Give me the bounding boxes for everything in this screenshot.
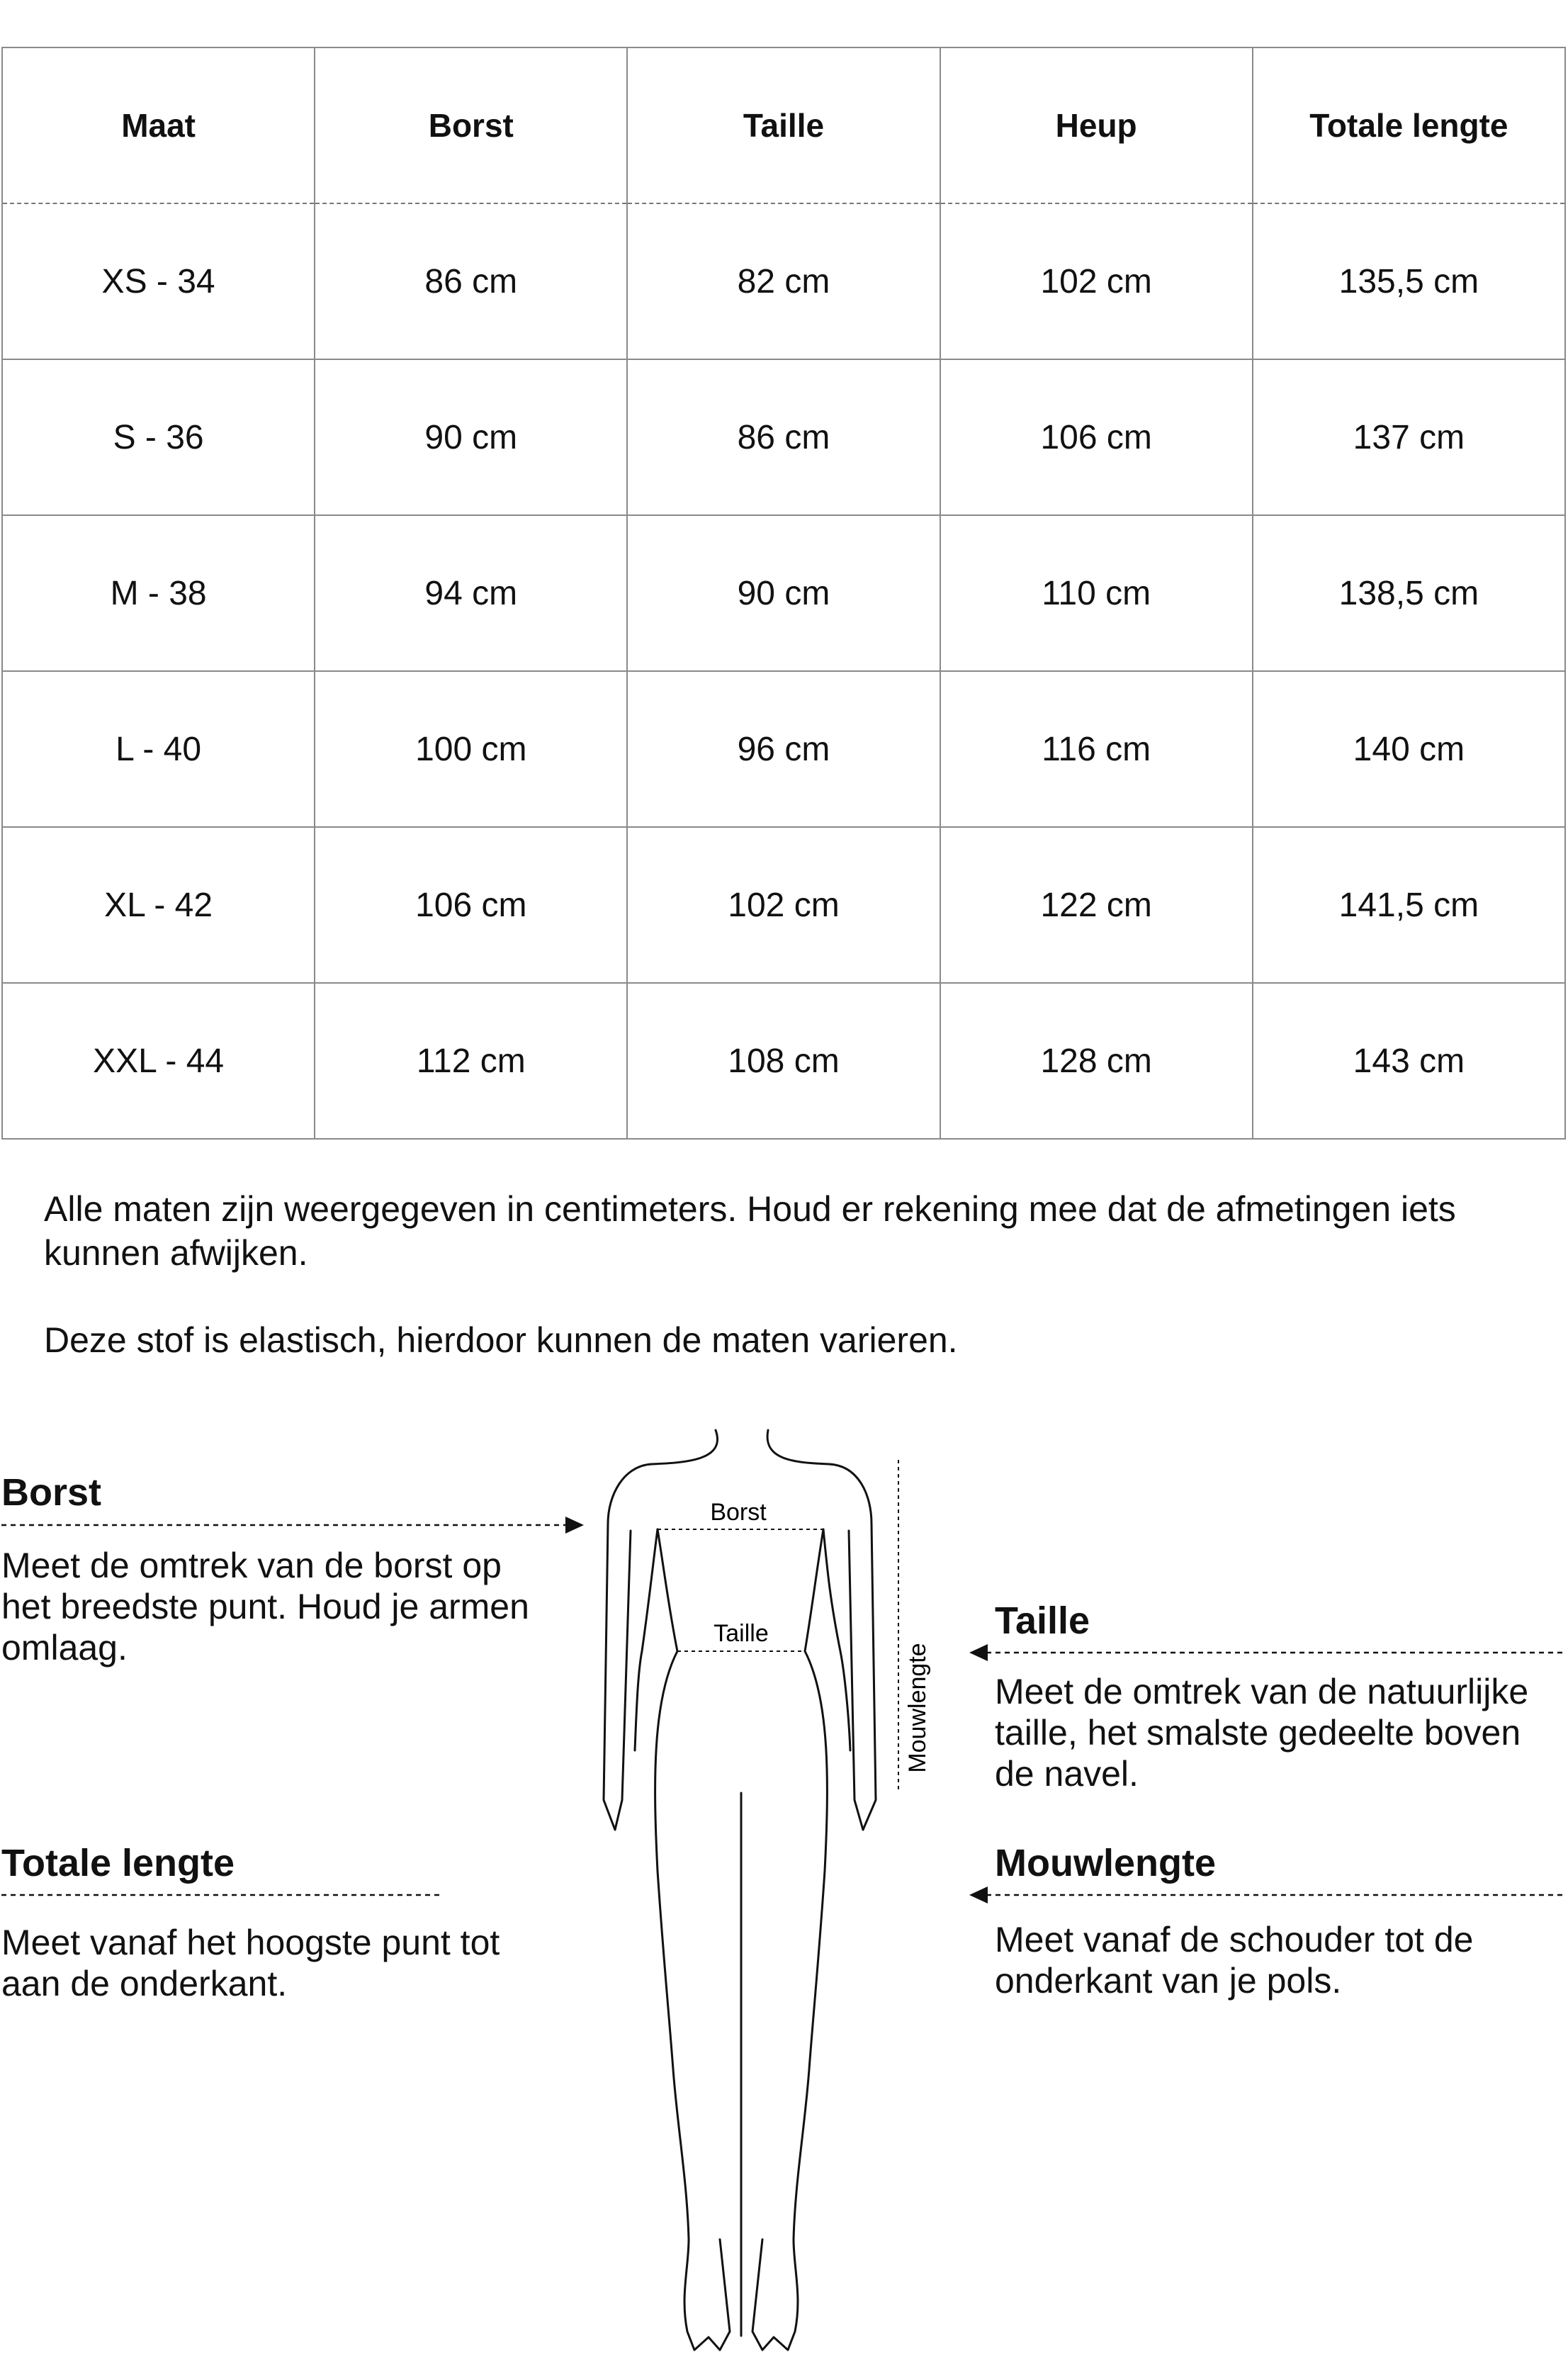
- table-cell: 86 cm: [315, 203, 627, 359]
- table-cell: S - 36: [2, 359, 315, 515]
- table-cell: 137 cm: [1253, 359, 1565, 515]
- table-cell: 94 cm: [315, 515, 627, 671]
- table-cell: XXL - 44: [2, 983, 315, 1139]
- table-cell: 90 cm: [627, 515, 940, 671]
- taille-arrow: [968, 1641, 1567, 1663]
- left-leg-outline: [655, 1651, 730, 2350]
- table-header-row: [2, 47, 1565, 203]
- table-cell: 102 cm: [940, 203, 1253, 359]
- table-cell: 112 cm: [315, 983, 627, 1139]
- right-leg-outline: [752, 1651, 827, 2350]
- table-cell: 90 cm: [315, 359, 627, 515]
- figure-label-borst: Borst: [710, 1499, 767, 1526]
- figure-label-taille: Taille: [714, 1620, 769, 1647]
- table-cell: 100 cm: [315, 671, 627, 827]
- table-cell: 108 cm: [627, 983, 940, 1139]
- taille-title: Taille: [995, 1599, 1090, 1642]
- table-cell: XL - 42: [2, 827, 315, 983]
- table-cell: 128 cm: [940, 983, 1253, 1139]
- mouwlengte-arrow: [968, 1884, 1567, 1905]
- figure-label-mouwlengte: Mouwlengte: [904, 1643, 931, 1773]
- mouwlengte-title: Mouwlengte: [995, 1842, 1216, 1884]
- table-cell: 106 cm: [315, 827, 627, 983]
- table-cell: 102 cm: [627, 827, 940, 983]
- right-inner-arm: [823, 1529, 850, 1750]
- size-chart-table: [1, 47, 1566, 1140]
- table-cell: 143 cm: [1253, 983, 1565, 1139]
- left-inner-arm: [635, 1529, 658, 1750]
- table-cell: XS - 34: [2, 203, 315, 359]
- header-totale-lengte: Totale lengte: [1253, 47, 1565, 203]
- table-cell: 116 cm: [940, 671, 1253, 827]
- table-cell: 138,5 cm: [1253, 515, 1565, 671]
- table-row: [2, 671, 1565, 827]
- table-cell: 86 cm: [627, 359, 940, 515]
- table-row: [2, 827, 1565, 983]
- header-borst: Borst: [315, 47, 627, 203]
- table-cell: 135,5 cm: [1253, 203, 1565, 359]
- taille-description: Meet de omtrek van de natuurlijke taille, het smalste gedeelte boven de navel.: [995, 1672, 1529, 1794]
- header-heup: Heup: [940, 47, 1253, 203]
- left-shoulder-arm-outline: [604, 1430, 718, 1830]
- measurements-note: Alle maten zijn weergegeven in centimeters. Houd er rekening mee dat de afmetingen iets kunnen afwijken.: [44, 1189, 1456, 1273]
- right-torso-upper: [805, 1529, 823, 1651]
- borst-description: Meet de omtrek van de borst op het breedste punt. Houd je armen omlaag.: [1, 1546, 529, 1668]
- table-row: [2, 515, 1565, 671]
- fabric-note: Deze stof is elastisch, hierdoor kunnen de maten varieren.: [44, 1320, 958, 1360]
- table-row: [2, 983, 1565, 1139]
- table-cell: 106 cm: [940, 359, 1253, 515]
- totale-lengte-description: Meet vanaf het hoogste punt tot aan de onderkant.: [1, 1923, 500, 2003]
- header-maat: Maat: [2, 47, 315, 203]
- borst-arrow: [0, 1514, 588, 1535]
- borst-title: Borst: [1, 1471, 102, 1514]
- mouwlengte-description: Meet vanaf de schouder tot de onderkant van je pols.: [995, 1920, 1474, 2001]
- right-shoulder-arm-outline: [767, 1430, 876, 1830]
- table-cell: 140 cm: [1253, 671, 1565, 827]
- table-cell: 96 cm: [627, 671, 940, 827]
- body-figure-illustration: [581, 1417, 949, 2362]
- table-cell: 82 cm: [627, 203, 940, 359]
- header-taille: Taille: [627, 47, 940, 203]
- table-cell: 141,5 cm: [1253, 827, 1565, 983]
- table-row: [2, 359, 1565, 515]
- table-cell: 122 cm: [940, 827, 1253, 983]
- totale-lengte-title: Totale lengte: [1, 1842, 235, 1884]
- table-cell: L - 40: [2, 671, 315, 827]
- totale-lengte-line: [0, 1888, 446, 1902]
- table-cell: 110 cm: [940, 515, 1253, 671]
- table-row: [2, 203, 1565, 359]
- table-cell: M - 38: [2, 515, 315, 671]
- left-torso-upper: [658, 1529, 677, 1651]
